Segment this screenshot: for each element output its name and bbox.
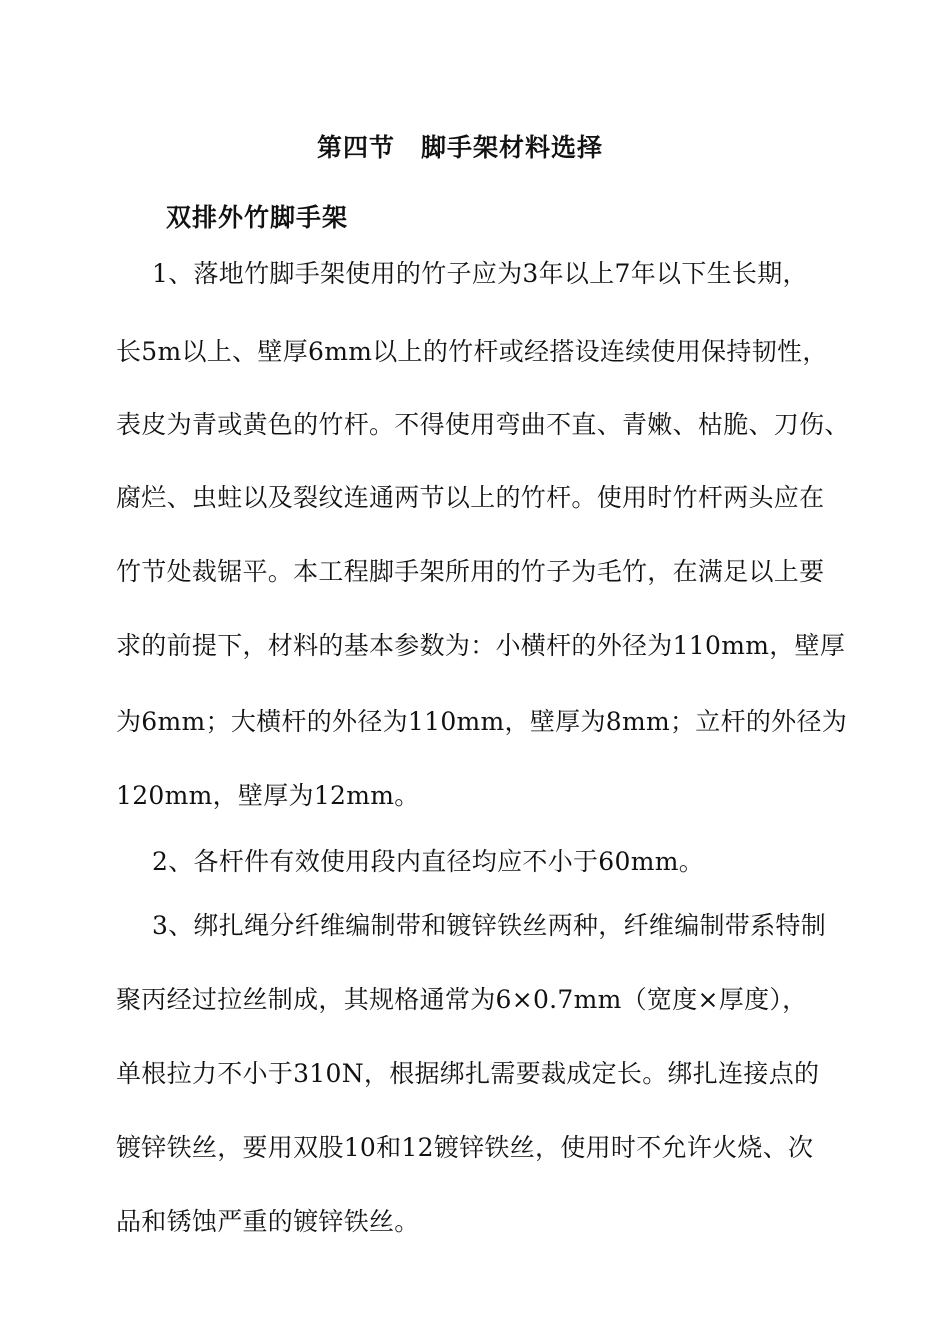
paragraph-line: 求的前提下，材料的基本参数为：小横杆的外径为110mm，壁厚 xyxy=(116,631,846,660)
paragraph-line: 为6mm；大横杆的外径为110mm，壁厚为8mm；立杆的外径为 xyxy=(116,707,848,736)
paragraph-line: 表皮为青或黄色的竹杆。不得使用弯曲不直、青嫩、枯脆、刀伤、 xyxy=(116,410,850,439)
paragraph-line: 长5m以上、壁厚6mm以上的竹杆或经搭设连续使用保持韧性， xyxy=(116,337,828,366)
paragraph-line: 2、各杆件有效使用段内直径均应不小于60mm。 xyxy=(152,847,705,876)
paragraph-line: 120mm，壁厚为12mm。 xyxy=(116,781,420,810)
paragraph-line: 3、绑扎绳分纤维编制带和镀锌铁丝两种，纤维编制带系特制 xyxy=(152,911,827,940)
paragraph-line: 品和锈蚀严重的镀锌铁丝。 xyxy=(116,1207,420,1236)
paragraph-line: 单根拉力不小于310N，根据绑扎需要裁成定长。绑扎连接点的 xyxy=(116,1059,820,1088)
section-title: 第四节 脚手架材料选择 xyxy=(316,133,603,162)
paragraph-line: 镀锌铁丝，要用双股10和12镀锌铁丝，使用时不允许火烧、次 xyxy=(116,1133,814,1162)
paragraph-line: 腐烂、虫蛀以及裂纹连通两节以上的竹杆。使用时竹杆两头应在 xyxy=(116,483,825,512)
section-subtitle: 双排外竹脚手架 xyxy=(166,203,349,232)
paragraph-line: 1、落地竹脚手架使用的竹子应为3年以上7年以下生长期， xyxy=(152,259,808,288)
paragraph-line: 竹节处裁锯平。本工程脚手架所用的竹子为毛竹，在满足以上要 xyxy=(116,557,825,586)
paragraph-line: 聚丙经过拉丝制成，其规格通常为6×0.7mm（宽度×厚度）， xyxy=(116,985,808,1014)
